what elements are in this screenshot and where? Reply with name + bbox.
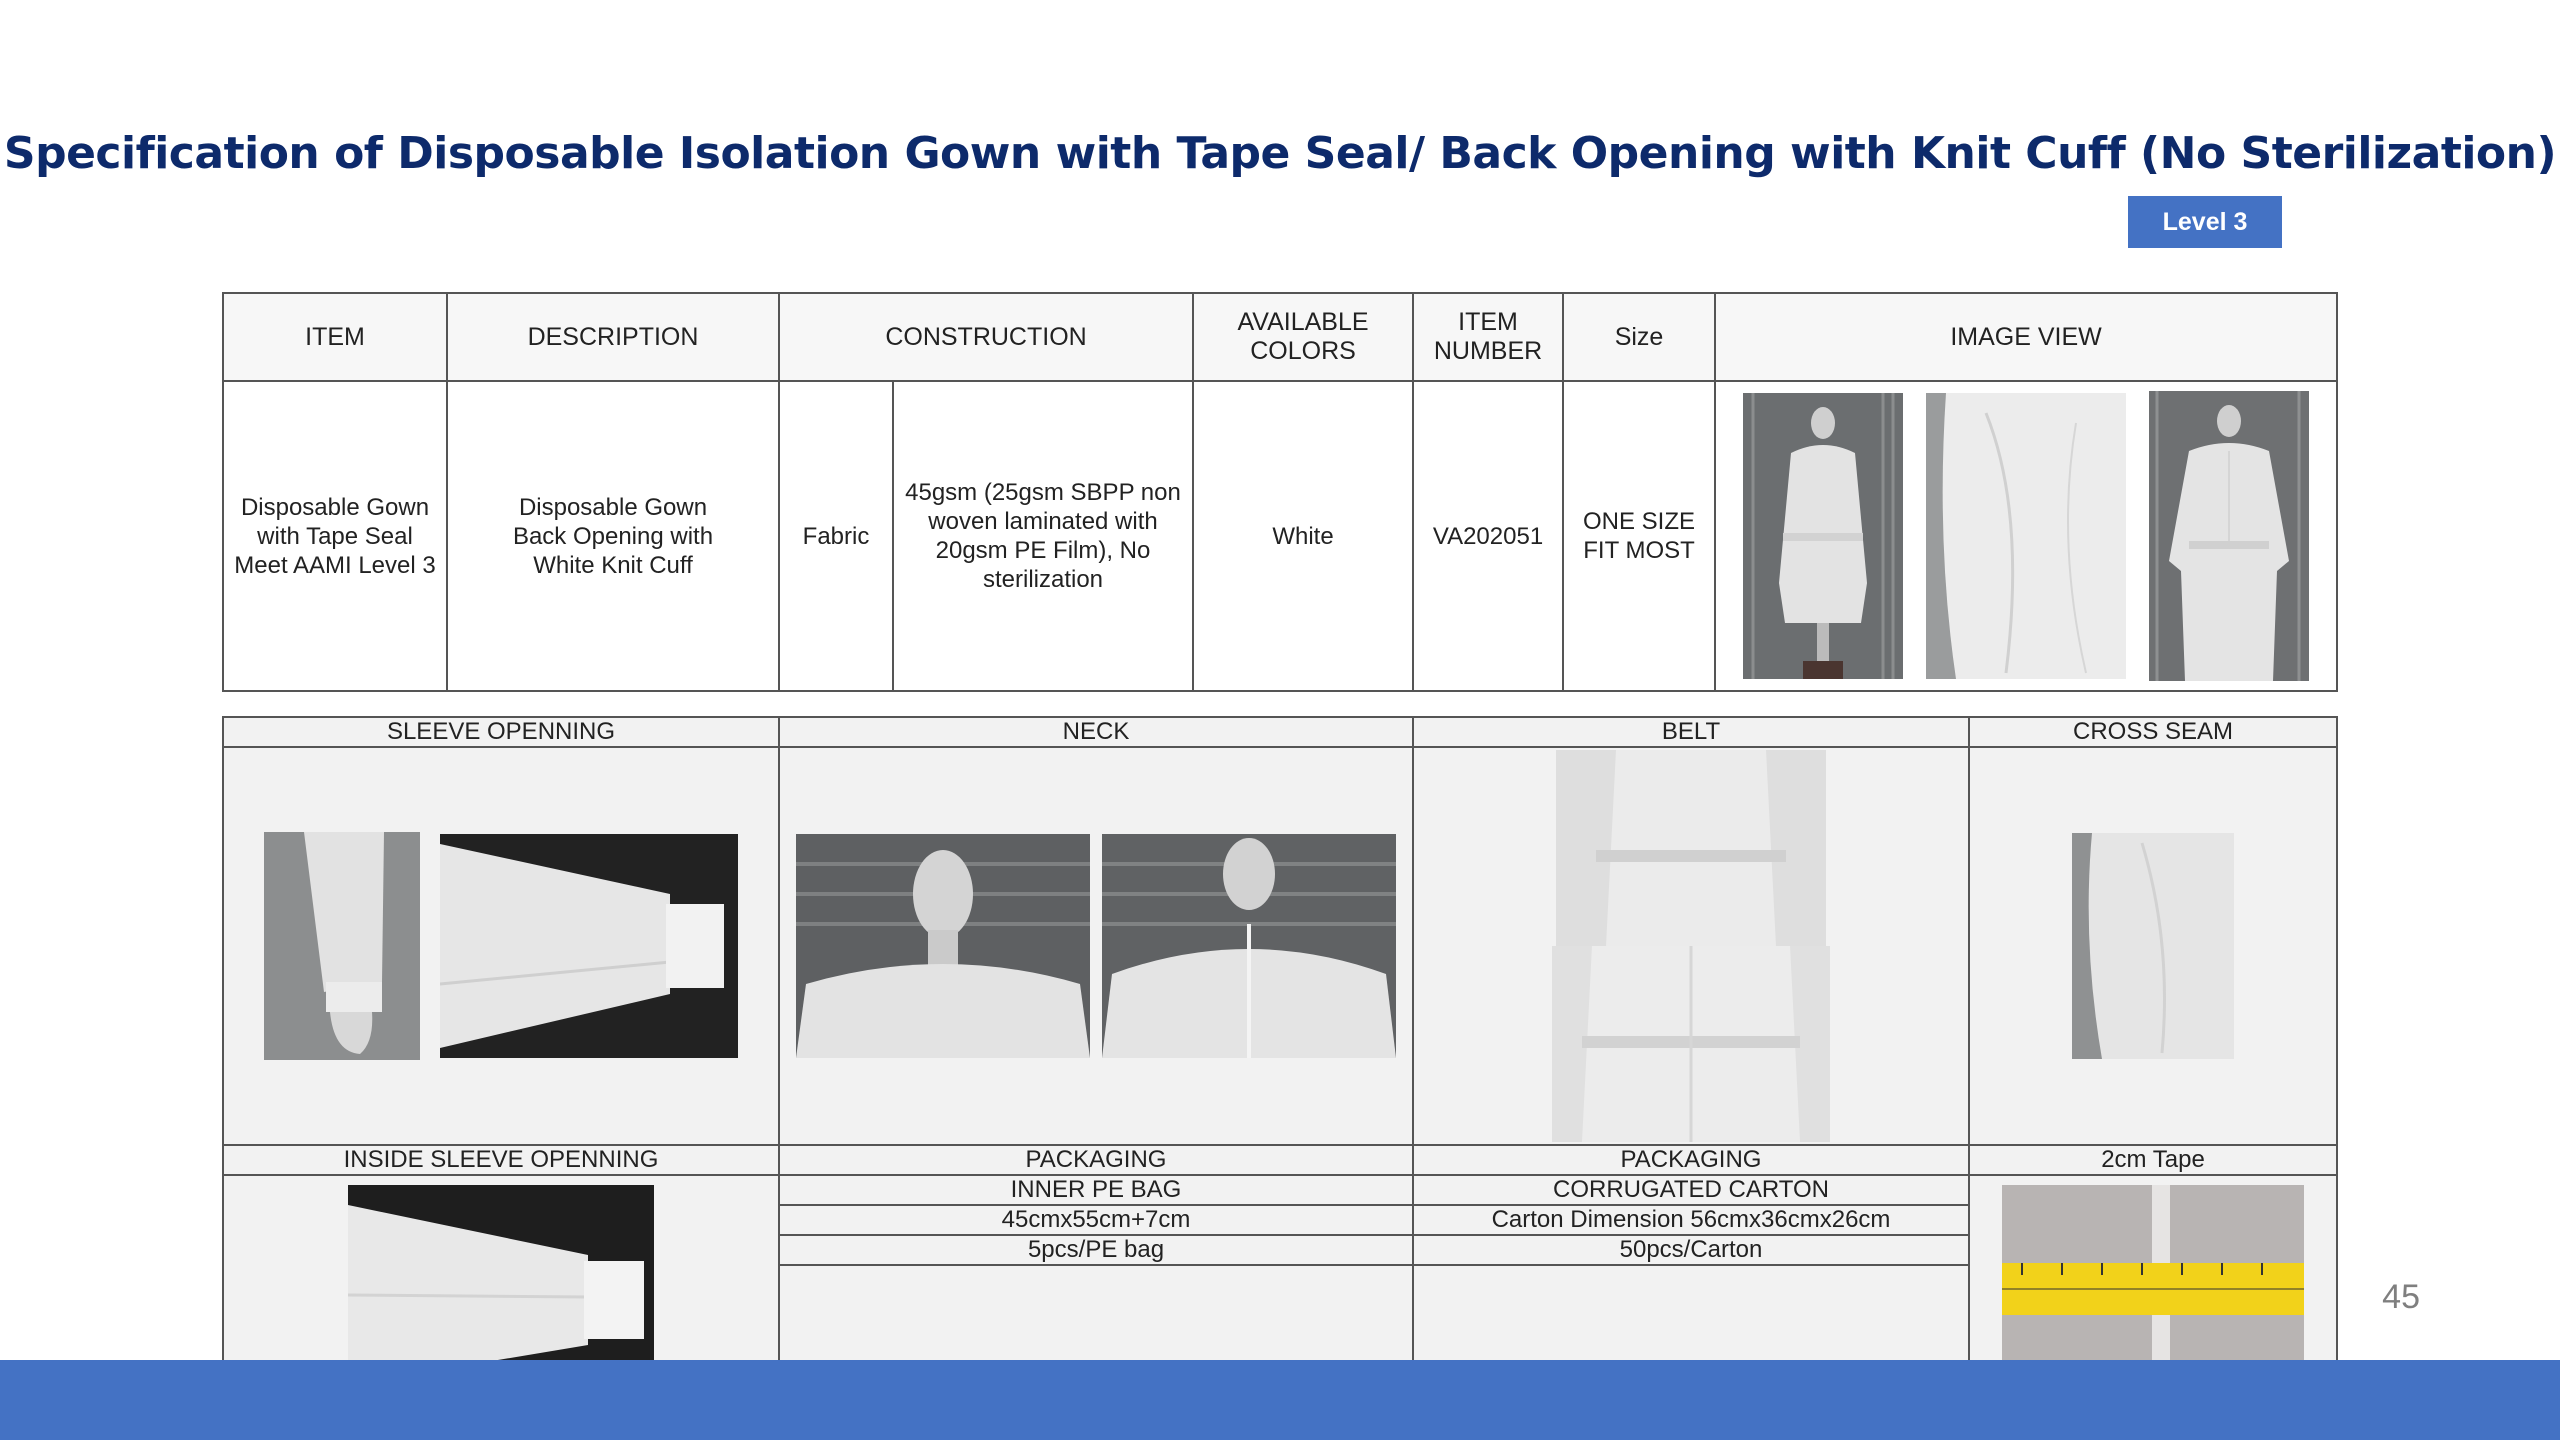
cell-construction-type: Fabric [779, 381, 893, 691]
packaging-inner-dimension: 45cmx55cm+7cm [779, 1205, 1413, 1235]
header-construction: CONSTRUCTION [779, 293, 1193, 381]
cell-item-number: VA202051 [1413, 381, 1563, 691]
header-description: DESCRIPTION [447, 293, 779, 381]
packaging-inner-type: INNER PE BAG [779, 1175, 1413, 1205]
cell-color: White [1193, 381, 1413, 691]
belt-back-photo [1552, 946, 1830, 1142]
caption-sleeve-openning: SLEEVE OPENNING [223, 717, 779, 747]
page-title: Specification of Disposable Isolation Gown with Tape Seal/ Back Opening with Knit Cuff (No Sterilization) [3, 128, 2557, 179]
gown-back-photo [2149, 391, 2309, 681]
header-image-view: IMAGE VIEW [1715, 293, 2337, 381]
gown-front-photo [1743, 393, 1903, 679]
sleeve-cuff-photo [440, 834, 738, 1058]
caption-belt: BELT [1413, 717, 1969, 747]
detail-table [222, 716, 2338, 1414]
caption-neck: NECK [779, 717, 1413, 747]
caption-packaging-outer: PACKAGING [1413, 1145, 1969, 1175]
header-item: ITEM [223, 293, 447, 381]
page-number: 45 [2382, 1278, 2420, 1316]
footer-bar [0, 1360, 2560, 1440]
caption-packaging-inner: PACKAGING [779, 1145, 1413, 1175]
cell-item: Disposable Gown with Tape Seal Meet AAMI Level 3 [223, 381, 447, 691]
cell-sleeve-photos [223, 747, 779, 1145]
header-size: Size [1563, 293, 1715, 381]
gown-side-photo [1926, 393, 2126, 679]
cell-neck-photos [779, 747, 1413, 1145]
header-colors: AVAILABLE COLORS [1193, 293, 1413, 381]
cell-description: Disposable Gown Back Opening with White Knit Cuff [447, 381, 779, 691]
neck-back-photo [1102, 834, 1396, 1058]
spec-table [222, 292, 2338, 692]
caption-tape: 2cm Tape [1969, 1145, 2337, 1175]
packaging-outer-dimension: Carton Dimension 56cmx36cmx26cm [1413, 1205, 1969, 1235]
packaging-outer-qty: 50pcs/Carton [1413, 1235, 1969, 1265]
packaging-outer-type: CORRUGATED CARTON [1413, 1175, 1969, 1205]
header-item-number: ITEM NUMBER [1413, 293, 1563, 381]
cross-seam-photo [2072, 833, 2234, 1059]
neck-front-photo [796, 834, 1090, 1058]
caption-inside-sleeve-openning: INSIDE SLEEVE OPENNING [223, 1145, 779, 1175]
packaging-inner-qty: 5pcs/PE bag [779, 1235, 1413, 1265]
level-badge: Level 3 [2128, 196, 2282, 248]
sleeve-arm-photo [264, 832, 420, 1060]
belt-front-photo [1556, 750, 1826, 946]
cell-size: ONE SIZE FIT MOST [1563, 381, 1715, 691]
cell-image-view [1715, 381, 2337, 691]
cell-cross-seam-photo [1969, 747, 2337, 1145]
cell-construction-detail: 45gsm (25gsm SBPP non woven laminated with 20gsm PE Film), No sterilization [893, 381, 1193, 691]
caption-cross-seam: CROSS SEAM [1969, 717, 2337, 747]
cell-belt-photos [1413, 747, 1969, 1145]
